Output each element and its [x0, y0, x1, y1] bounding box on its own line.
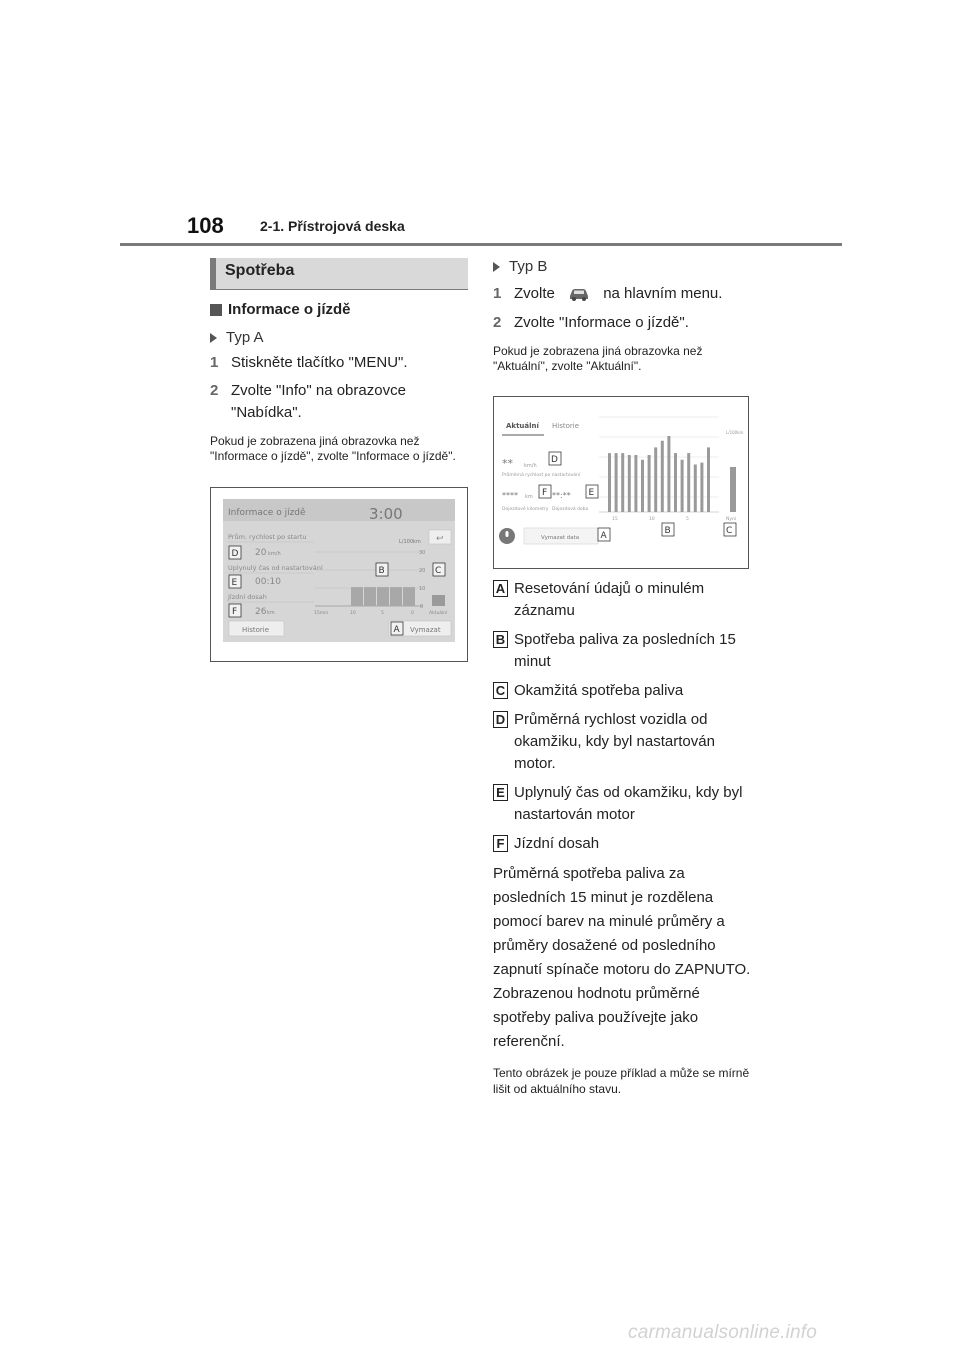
unit-label: L/100km [399, 539, 421, 545]
left-column [210, 258, 468, 464]
legend-text: Resetování údajů o minulém záznamu [514, 580, 705, 619]
legend-text: Spotřeba paliva za posledních 15 minut [514, 631, 736, 670]
step-number: 1 [210, 354, 219, 371]
step-number: 2 [210, 382, 219, 399]
callout-b: B [378, 566, 385, 576]
range-label: Jízdní dosah [228, 593, 267, 601]
current-bar [432, 595, 445, 606]
x-tick: 10 [649, 517, 655, 522]
fuel-bar [707, 447, 710, 512]
fuel-bar [403, 587, 415, 606]
back-arrow-icon: ↩ [436, 534, 444, 544]
watermark: carmanualsonline.info [628, 1322, 818, 1343]
range-value: 26 [255, 607, 267, 617]
callout-c: C [435, 566, 442, 576]
step1-pre: Zvolte [514, 285, 555, 302]
fuel-bar [674, 453, 677, 512]
body-paragraph: Průměrná spotřeba paliva za posledních 15 minut je rozdělena pomocí barev na minulé průměry a průměry dosažené od posledního zapnutí spínače motoru do ZAPNUTO. Zobrazenou hodnotu průměrné spotřeby paliva používejte jako referenční. [493, 865, 751, 1050]
step1-post: na hlavním menu. [603, 285, 723, 302]
legend-item-f [493, 833, 753, 855]
screen-a-clock: 3:00 [369, 505, 403, 523]
step-text: Zvolte "Info" na obrazovce "Nabídka". [231, 382, 406, 421]
note-text: Pokud je zobrazena jiná obrazovka než "Informace o jízdě", zvolte "Informace o jízdě". [210, 434, 456, 463]
screen-a-illustration [211, 488, 467, 661]
callout-a: A [393, 625, 400, 635]
time-value: **:** [552, 491, 571, 500]
fuel-bar [661, 441, 664, 512]
fuel-bar [621, 453, 624, 512]
x-tick: 15 [612, 517, 618, 522]
legend-list [493, 578, 753, 1097]
speed-label: Průměrná rychlost po nastartování [502, 473, 581, 478]
disclaimer-note: Tento obrázek je pouze příklad a může se mírně lišit od aktuálního stavu. [493, 1066, 750, 1096]
step-text: Stiskněte tlačítko "MENU". [231, 354, 408, 371]
step-1 [210, 352, 468, 374]
callout-e: E [588, 488, 595, 498]
x-tick: 5 [686, 517, 689, 522]
x-tick: 5 [381, 611, 384, 616]
screen-b-illustration [494, 397, 748, 568]
callout-f: F [542, 488, 548, 498]
callout-d: D [551, 455, 558, 465]
type-a-line [210, 329, 468, 346]
callout-d: D [231, 549, 239, 559]
subheading [210, 301, 468, 318]
step-number: 2 [493, 314, 502, 331]
car-icon [567, 286, 591, 302]
callout-b: B [664, 526, 671, 536]
topic-heading: Spotřeba [210, 258, 468, 290]
range-unit: km [267, 610, 275, 616]
speed-unit: km/h [524, 463, 537, 469]
speed-value: ** [502, 457, 513, 470]
fuel-bar [687, 453, 690, 512]
fuel-bar [694, 465, 697, 513]
type-b-line [493, 258, 753, 275]
fuel-bar [364, 587, 376, 606]
callout-f: F [232, 607, 238, 617]
square-bullet-icon [210, 304, 222, 316]
legend-item-c [493, 680, 753, 702]
fuel-bar [681, 460, 684, 512]
current-bar [730, 467, 736, 512]
avg-speed-value: 20 [255, 548, 267, 558]
legend-text: Průměrná rychlost vozidla od okamžiku, kdy byl nastartován motor. [514, 711, 715, 772]
y-tick: 20 [419, 568, 426, 574]
legend-key: F [493, 835, 508, 852]
callout-c: C [726, 526, 733, 536]
y-tick: 10 [419, 586, 426, 592]
elapsed-label: Uplynulý čas od nastartování [228, 564, 323, 572]
distance-value: **** [502, 491, 518, 500]
fuel-bar [351, 587, 363, 606]
subheading-text: Informace o jízdě [228, 301, 351, 318]
legend-key: C [493, 682, 508, 699]
fuel-bar [377, 587, 389, 606]
step-text: Zvolte "Informace o jízdě". [514, 314, 689, 331]
screenshot-type-b [493, 396, 749, 569]
elapsed-value: 00:10 [255, 577, 281, 587]
tab-current: Aktuální [506, 422, 539, 430]
triangle-bullet-icon [493, 262, 500, 272]
step-text [514, 283, 722, 305]
callout-a: A [600, 531, 607, 541]
x-tick: 0 [411, 611, 414, 616]
type-b-label: Typ B [509, 258, 548, 275]
fuel-bar [700, 463, 703, 512]
avg-speed-unit: km/h [268, 551, 281, 557]
legend-text: Jízdní dosah [514, 835, 600, 852]
triangle-bullet-icon [210, 333, 217, 343]
page-number: 108 [187, 213, 224, 238]
tab-history: Historie [552, 422, 580, 430]
x-tick: Aktuální [429, 611, 448, 616]
legend-item-e [493, 782, 753, 826]
legend-key: E [493, 784, 508, 801]
note-text: Pokud je zobrazena jiná obrazovka než "Aktuální", zvolte "Aktuální". [493, 344, 703, 373]
legend-key: A [493, 580, 508, 597]
fuel-bar [641, 460, 644, 512]
legend-text: Uplynulý čas od okamžiku, kdy byl nastartován motor [514, 784, 743, 823]
fuel-bar [615, 453, 618, 512]
unit-label: L/100km [726, 430, 744, 435]
time-label: Dojezdová doba [552, 507, 589, 512]
callout-e: E [231, 578, 238, 588]
legend-text: Okamžitá spotřeba paliva [514, 682, 684, 699]
fuel-bar [648, 455, 651, 512]
fuel-bar [628, 455, 631, 512]
screen-a-bars [351, 587, 415, 606]
legend-key: B [493, 631, 508, 648]
y-tick: 0 [420, 604, 424, 610]
screen-a-title: Informace o jízdě [228, 508, 306, 518]
fuel-bar [390, 587, 402, 606]
legend-item-b [493, 629, 753, 673]
step-1-b [493, 283, 753, 305]
step-number: 1 [493, 285, 502, 302]
distance-label: Dojezdové kilometry [502, 507, 549, 512]
fuel-bar [608, 453, 611, 512]
section-title: 2-1. Přístrojová deska [260, 218, 405, 234]
x-tick: 10 [350, 611, 356, 616]
clear-data-label: Vymazat data [541, 535, 580, 541]
header-rule [120, 243, 842, 246]
distance-unit: km [525, 494, 533, 500]
type-a-label: Typ A [226, 329, 264, 346]
clear-button: Vymazat [410, 626, 441, 634]
legend-item-d [493, 709, 753, 775]
fuel-bar [654, 447, 657, 512]
right-column [493, 258, 753, 374]
fuel-bar [667, 436, 670, 512]
screenshot-type-a [210, 487, 468, 662]
y-tick: 30 [419, 550, 426, 556]
x-tick: 15min [314, 611, 329, 616]
avg-speed-label: Prům. rychlost po startu [228, 533, 307, 541]
fuel-bar [634, 455, 637, 512]
step-2-b [493, 312, 753, 334]
legend-key: D [493, 711, 508, 728]
history-button: Historie [242, 626, 270, 634]
step-2 [210, 380, 468, 424]
legend-item-a [493, 578, 753, 622]
x-tick: Nyní [726, 517, 737, 522]
